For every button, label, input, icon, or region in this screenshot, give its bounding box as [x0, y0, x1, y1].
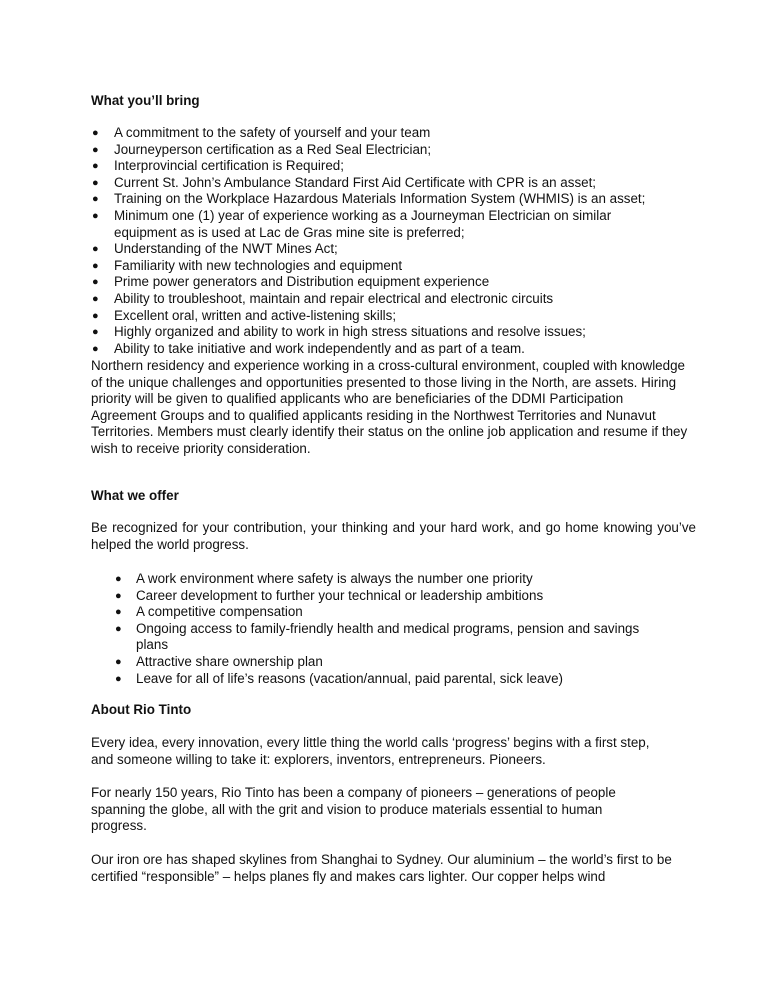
- bullet-icon: ●: [92, 309, 99, 322]
- list-item: ● Current St. John’s Ambulance Standard First Aid Certificate with CPR is an asset;: [92, 174, 597, 190]
- list-item: ● Understanding of the NWT Mines Act;: [92, 241, 338, 257]
- list-item: ● Attractive share ownership plan: [115, 653, 323, 669]
- priority-hiring-note: Northern residency and experience working in a cross-cultural environment, coupled with knowledge of the unique challenges and opportunities presented to those living in the North, are assets. Hiring priority will be given to qualified applicants who are beneficiaries of the DDMI Participation Agreement Groups and to qualified applicants residing in the Northwest Territories and Nunavut Territories. Members must clearly identify their status on the online job application and resume if they wish to receive priority consideration.: [91, 358, 688, 456]
- bullet-icon: ●: [115, 655, 122, 668]
- bullet-icon: ●: [92, 292, 99, 305]
- requirements-list: [91, 125, 691, 357]
- list-item: ● Ability to take initiative and work independently and as part of a team.: [92, 340, 525, 356]
- list-item: ● Minimum one (1) year of experience working as a Journeyman Electrician on similar equipment as is used at Lac de Gras mine site is preferred;: [92, 207, 612, 240]
- bullet-icon: ●: [92, 143, 99, 156]
- list-item: ● Leave for all of life’s reasons (vacation/annual, paid parental, sick leave): [115, 670, 564, 686]
- bullet-icon: ●: [92, 259, 99, 272]
- bullet-icon: ●: [92, 209, 99, 222]
- list-item: ● Training on the Workplace Hazardous Materials Information System (WHMIS) is an asset;: [92, 191, 646, 207]
- about-paragraph-2: For nearly 150 years, Rio Tinto has been a company of pioneers – generations of people spanning the globe, all with the grit and vision to produce materials essential to human progress.: [91, 785, 616, 834]
- section-heading-what-we-offer: What we offer: [91, 488, 179, 503]
- list-item: ● Ability to troubleshoot, maintain and repair electrical and electronic circuits: [92, 290, 554, 306]
- list-item: ● A commitment to the safety of yourself and your team: [92, 125, 431, 140]
- bullet-icon: ●: [92, 176, 99, 189]
- bullet-icon: ●: [92, 342, 99, 355]
- list-item: ● Ongoing access to family-friendly health and medical programs, pension and savings plans: [115, 620, 640, 653]
- bullet-icon: ●: [92, 326, 99, 339]
- section-heading-what-youll-bring: What you’ll bring: [91, 93, 200, 108]
- list-item: ● Highly organized and ability to work in high stress situations and resolve issues;: [92, 324, 586, 340]
- bullet-icon: ●: [92, 127, 99, 139]
- list-item: ● A competitive compensation: [115, 604, 303, 620]
- bullet-icon: ●: [92, 193, 99, 206]
- offer-intro: Be recognized for your contribution, your thinking and your hard work, and go home knowing you’ve helped the world progress.: [91, 520, 696, 552]
- list-item: ● A work environment where safety is always the number one priority: [115, 571, 533, 586]
- bullet-icon: ●: [115, 606, 122, 619]
- bullet-icon: ●: [115, 622, 122, 635]
- list-item: ● Excellent oral, written and active-listening skills;: [92, 307, 397, 323]
- bullet-icon: ●: [92, 243, 99, 256]
- list-item: ● Career development to further your technical or leadership ambitions: [115, 587, 544, 603]
- about-paragraph-3: Our iron ore has shaped skylines from Shanghai to Sydney. Our aluminium – the world’s first to be certified “responsible” – helps planes fly and makes cars lighter. Our copper helps wind: [91, 852, 672, 884]
- list-item: ● Prime power generators and Distribution equipment experience: [92, 274, 490, 290]
- section-heading-about-rio-tinto: About Rio Tinto: [91, 702, 192, 717]
- bullet-icon: ●: [92, 160, 99, 173]
- bullet-icon: ●: [115, 589, 122, 602]
- bullet-icon: ●: [92, 276, 99, 289]
- bullet-icon: ●: [115, 672, 122, 685]
- list-item: ● Journeyperson certification as a Red Seal Electrician;: [92, 141, 432, 157]
- list-item: ● Familiarity with new technologies and equipment: [92, 257, 403, 273]
- bullet-icon: ●: [115, 573, 122, 585]
- list-item: ● Interprovincial certification is Required;: [92, 158, 344, 174]
- benefits-list: [114, 571, 674, 687]
- about-paragraph-1: Every idea, every innovation, every little thing the world calls ‘progress’ begins with a first step, and someone willing to take it: explorers, inventors, entrepreneurs. Pioneers.: [91, 735, 650, 767]
